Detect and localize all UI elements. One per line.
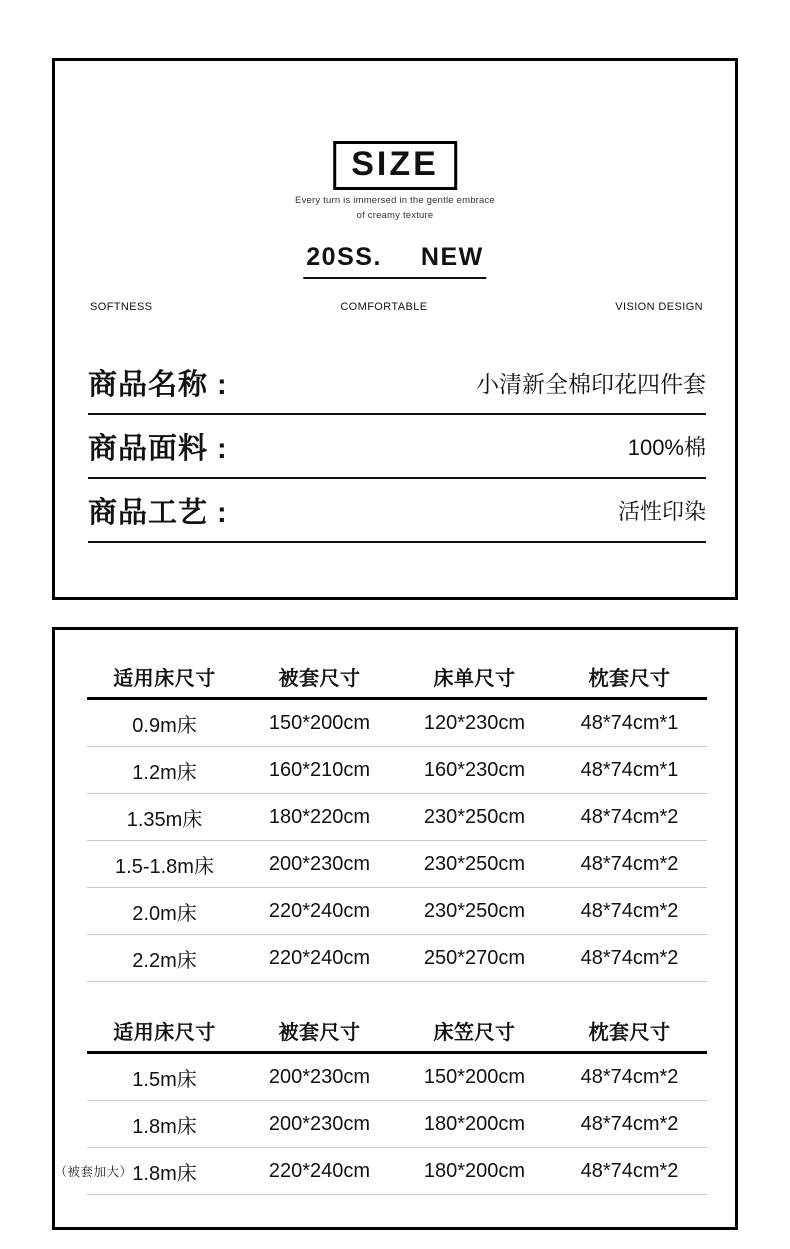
table-cell: 220*240cm — [268, 899, 371, 922]
table-cell: 220*240cm — [268, 1159, 371, 1182]
table-header-row — [87, 656, 707, 700]
size-chart-panel — [52, 627, 738, 1230]
table-cell: （被套加大） 1.8m床 — [54, 1162, 197, 1185]
table-cell: 48*74cm*2 — [580, 899, 679, 922]
table-row — [87, 888, 707, 935]
feature-strip — [90, 301, 703, 313]
table-cell: 230*250cm — [423, 852, 526, 875]
tagline-line-2: of creamy texture — [356, 210, 434, 222]
table-cell: 180*220cm — [268, 805, 371, 828]
table-header-cell: 床笠尺寸 — [433, 1022, 516, 1044]
table-cell: 250*270cm — [423, 946, 526, 969]
product-fabric-row — [88, 415, 706, 479]
size-table-fitted-sheet — [54, 982, 707, 1195]
table-cell: 48*74cm*2 — [580, 1159, 679, 1182]
table-header-cell: 被套尺寸 — [278, 668, 361, 690]
tagline-line-1: Every turn is immersed in the gentle embrace — [295, 195, 495, 206]
product-fabric-label: 商品面料 : — [88, 432, 228, 465]
feature-comfortable: COMFORTABLE — [340, 301, 428, 313]
brand-tagline — [55, 193, 735, 223]
table-header-cell: 枕套尺寸 — [588, 668, 671, 690]
table-cell: 120*230cm — [423, 711, 526, 734]
table-header-cell: 适用床尺寸 — [113, 1022, 216, 1044]
table-row — [87, 1101, 707, 1148]
table-cell: 48*74cm*1 — [580, 711, 679, 734]
branding-panel — [52, 58, 738, 600]
table-cell: 1.8m床 — [132, 1115, 197, 1138]
table-cell: 200*230cm — [268, 1065, 371, 1088]
table-cell: 1.2m床 — [132, 761, 197, 784]
product-name-row — [88, 351, 706, 415]
size-table-flat-sheet — [87, 630, 707, 982]
table-cell: 1.5m床 — [132, 1068, 197, 1091]
table-cell: 48*74cm*1 — [580, 758, 679, 781]
table-header-cell: 被套尺寸 — [278, 1022, 361, 1044]
table-row — [87, 935, 707, 982]
table-cell: 200*230cm — [268, 1112, 371, 1135]
season-label: 20SS. — [306, 243, 382, 271]
table-cell: 150*200cm — [423, 1065, 526, 1088]
table-cell: 230*250cm — [423, 805, 526, 828]
table-cell: 48*74cm*2 — [580, 1065, 679, 1088]
new-label: NEW — [420, 243, 484, 271]
table-cell: 180*200cm — [423, 1112, 526, 1135]
table-cell: 160*210cm — [268, 758, 371, 781]
row-prefix-label: （被套加大） — [54, 1165, 133, 1179]
table-cell: 48*74cm*2 — [580, 1112, 679, 1135]
table-cell: 2.0m床 — [132, 902, 197, 925]
table-cell: 48*74cm*2 — [580, 946, 679, 969]
product-craft-row — [88, 479, 706, 543]
product-name-label: 商品名称 : — [88, 368, 228, 401]
table-row — [87, 841, 707, 888]
table-row — [54, 1148, 707, 1195]
product-craft-value: 活性印染 — [617, 498, 706, 524]
table-cell: 1.35m床 — [126, 808, 203, 831]
feature-vision-design: VISION DESIGN — [615, 301, 703, 313]
table-header-cell: 枕套尺寸 — [588, 1022, 671, 1044]
table-header-cell: 床单尺寸 — [433, 668, 516, 690]
size-logo: SIZE — [333, 141, 457, 190]
table-cell: 48*74cm*2 — [580, 852, 679, 875]
table-row — [87, 794, 707, 841]
product-info-list — [88, 351, 706, 543]
table-cell: 2.2m床 — [132, 949, 197, 972]
table-row — [87, 700, 707, 747]
table-cell: 230*250cm — [423, 899, 526, 922]
table-cell: 180*200cm — [423, 1159, 526, 1182]
table-row — [87, 747, 707, 794]
product-name-value: 小清新全棉印花四件套 — [476, 370, 706, 397]
table-cell: 200*230cm — [268, 852, 371, 875]
season-banner — [303, 243, 486, 279]
table-header-cell: 适用床尺寸 — [113, 668, 216, 690]
table-row — [87, 1054, 707, 1101]
table-header-row — [87, 1010, 707, 1054]
product-craft-label: 商品工艺 : — [88, 496, 228, 529]
table-cell: 150*200cm — [268, 711, 371, 734]
table-cell: 220*240cm — [268, 946, 371, 969]
feature-softness: SOFTNESS — [90, 301, 153, 313]
table-cell: 0.9m床 — [132, 714, 197, 737]
table-cell: 160*230cm — [423, 758, 526, 781]
product-fabric-value: 100%棉 — [627, 434, 706, 460]
table-cell: 48*74cm*2 — [580, 805, 679, 828]
table-cell: 1.5-1.8m床 — [115, 855, 214, 878]
